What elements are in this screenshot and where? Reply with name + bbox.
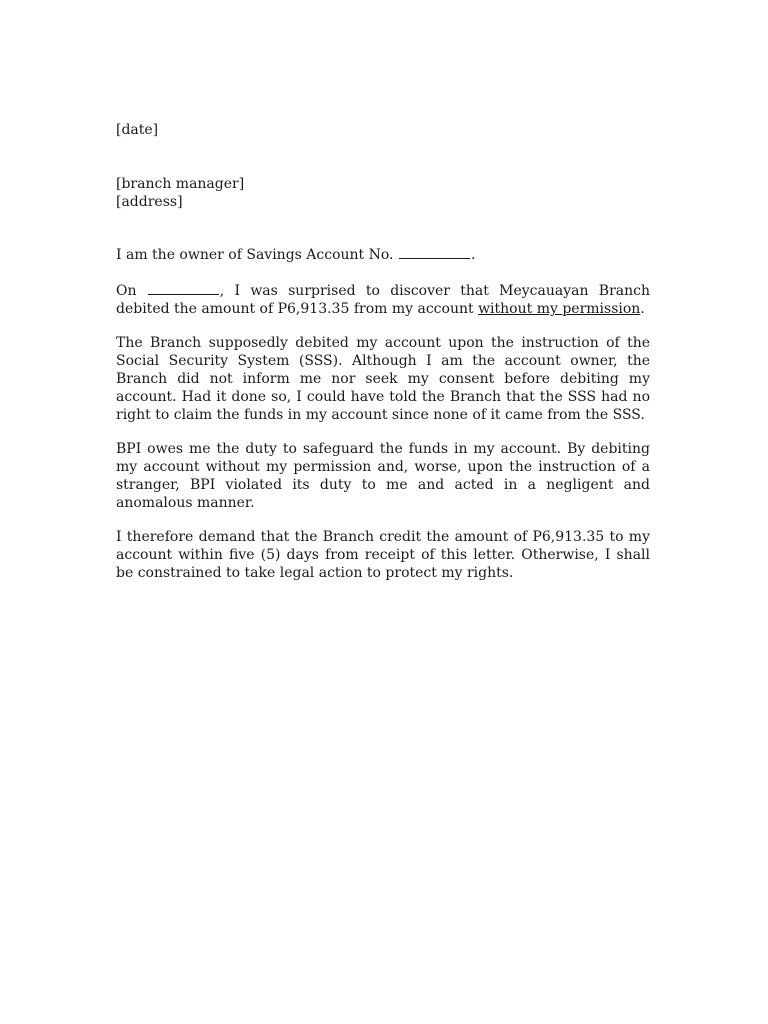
date-blank [148, 280, 219, 295]
without-permission-emphasis: without my permission [478, 301, 641, 317]
debit-discovery-end: . [640, 301, 645, 317]
paragraph-sss-instruction: The Branch supposedly debited my account upon the instruction of the Social Security System (SSS). Although I am the account owner, the Branch did not inform me nor seek my consent before debiting my account. Had it done so, I could have told the Branch that the SSS had no right to claim the funds in my account since none of it came from the SSS. [116, 335, 650, 423]
date-placeholder: [date] [116, 122, 159, 138]
account-ownership-end: . [470, 247, 476, 263]
recipient-address-placeholder: [address] [116, 194, 183, 210]
recipient-name-placeholder: [branch manager] [116, 176, 245, 192]
account-ownership-text: I am the owner of Savings Account No. [116, 247, 398, 263]
paragraph-debit-discovery [116, 280, 650, 318]
debit-discovery-lead: On [116, 283, 147, 299]
debit-discovery-text: , I was surprised to discover that Meycauayan Branch debited the amount of P6,913.35 from my account [116, 283, 650, 317]
paragraph-demand: I therefore demand that the Branch credit the amount of P6,913.35 to my account within five (5) days from receipt of this letter. Otherwise, I shall be constrained to take legal action to protect my rights. [116, 529, 650, 581]
paragraph-bpi-duty: BPI owes me the duty to safeguard the funds in my account. By debiting my account without my permission and, worse, upon the instruction of a stranger, BPI violated its duty to me and acted in a negligent and anomalous manner. [116, 441, 650, 511]
account-number-blank [399, 244, 470, 259]
letter-body [116, 121, 650, 598]
recipient-block [116, 175, 650, 211]
paragraph-account-ownership [116, 244, 650, 264]
